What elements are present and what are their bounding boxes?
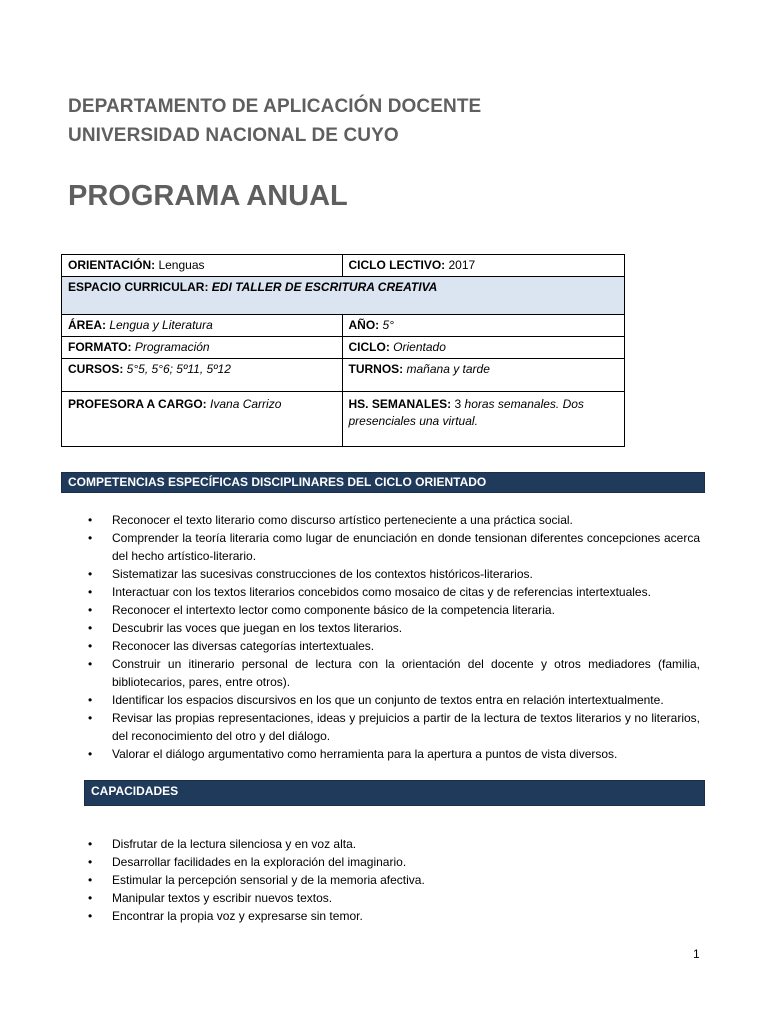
list-item: • Desarrollar facilidades en la exploración del imaginario. [112, 853, 700, 871]
competencias-heading: COMPETENCIAS ESPECÍFICAS DISCIPLINARES DEL CICLO ORIENTADO [61, 472, 705, 493]
list-item: • Valorar el diálogo argumentativo como herramienta para la apertura a puntos de vista diversos. [112, 745, 700, 763]
profesora-cell: PROFESORA A CARGO: Ivana Carrizo [62, 392, 343, 447]
list-item: • Sistematizar las sucesivas construcciones de los contextos históricos-literarios. [112, 565, 700, 583]
list-item: • Encontrar la propia voz y expresarse sin temor. [112, 907, 700, 925]
turnos-cell: TURNOS: mañana y tarde [342, 359, 625, 392]
list-item: • Disfrutar de la lectura silenciosa y en voz alta. [112, 835, 700, 853]
table-row [62, 359, 625, 392]
ciclo-cell: CICLO: Orientado [342, 337, 625, 359]
capacidades-heading: CAPACIDADES [84, 780, 705, 806]
ciclo-lectivo-cell: CICLO LECTIVO: 2017 [342, 255, 625, 277]
table-row [62, 277, 625, 315]
list-item: • Revisar las propias representaciones, ideas y prejuicios a partir de la lectura de textos literarios y no literarios, del reconocimiento del otro y del diálogo. [112, 709, 700, 745]
university-name: UNIVERSIDAD NACIONAL DE CUYO [68, 125, 399, 146]
list-item: • Reconocer el intertexto lector como componente básico de la competencia literaria. [112, 601, 700, 619]
list-item: • Estimular la percepción sensorial y de la memoria afectiva. [112, 871, 700, 889]
hs-semanales-cell: HS. SEMANALES: 3 horas semanales. Dos presenciales una virtual. [342, 392, 625, 447]
list-item: • Identificar los espacios discursivos en los que un conjunto de textos entra en relación intertextualmente. [112, 691, 700, 709]
area-cell: ÁREA: Lengua y Literatura [62, 315, 343, 337]
espacio-curricular-cell: ESPACIO CURRICULAR: EDI TALLER DE ESCRITURA CREATIVA [62, 277, 625, 315]
list-item: • Manipular textos y escribir nuevos textos. [112, 889, 700, 907]
list-item: • Construir un itinerario personal de lectura con la orientación del docente y otros mediadores (familia, bibliotecarios, pares, entre otros). [112, 655, 700, 691]
cursos-cell: CURSOS: 5°5, 5°6; 5º11, 5º12 [62, 359, 343, 392]
page-number: 1 [693, 947, 700, 961]
list-item: • Comprender la teoría literaria como lugar de enunciación en donde tensionan diferentes concepciones acerca del hecho artístico-literario. [112, 529, 700, 565]
list-item: • Interactuar con los textos literarios concebidos como mosaico de citas y de referencias intertextuales. [112, 583, 700, 601]
list-item: • Reconocer el texto literario como discurso artístico perteneciente a una práctica social. [112, 511, 700, 529]
orientacion-cell: ORIENTACIÓN: Lenguas [62, 255, 343, 277]
anio-cell: AÑO: 5° [342, 315, 625, 337]
table-row [62, 392, 625, 447]
formato-cell: FORMATO: Programación [62, 337, 343, 359]
table-row [62, 315, 625, 337]
info-table [61, 254, 625, 447]
list-item: • Reconocer las diversas categorías intertextuales. [112, 637, 700, 655]
table-row [62, 255, 625, 277]
capacidades-list [112, 835, 700, 925]
department-name: DEPARTAMENTO DE APLICACIÓN DOCENTE [68, 96, 482, 117]
table-row [62, 337, 625, 359]
competencias-list [112, 511, 700, 763]
page-title: PROGRAMA ANUAL [68, 180, 348, 212]
list-item: • Descubrir las voces que juegan en los textos literarios. [112, 619, 700, 637]
